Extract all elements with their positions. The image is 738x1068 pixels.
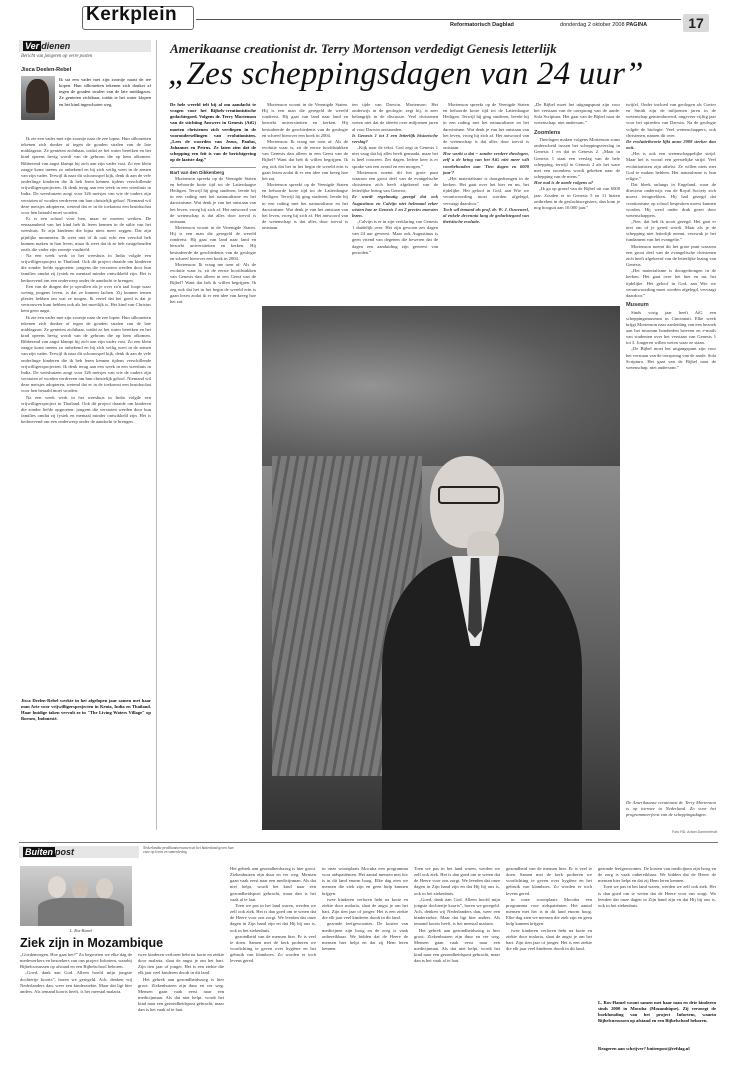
article-col-4 — [443, 102, 529, 302]
article-paragraph: „Het materialisme is doorgedrongen in de kerken. Het gaat over het hier en nu, het tijdelijke. Het geloof in God, aan Wie we verantwoording moet worden afgelegd, vervaagt daardoor.” — [626, 268, 716, 298]
buitenpost-col-2 — [138, 952, 224, 1062]
article-paragraph: Mortenson: Ik vraag me toen af: Als de evolutie waar is, zit de eerste hoofdstukken van Genesis dan alleen in een Geest van de Bijbel? Want dat heb ik willen begrijpen. Ik zeg ook dat het in het begin de wereld erin is gaan lezen zodat ik er een idee van kreeg hoe het zat. — [262, 138, 348, 181]
buitenpost-label — [19, 846, 139, 858]
buitenpost-col-4 — [322, 866, 408, 1062]
buitenpost-photo — [20, 866, 132, 926]
article-paragraph: Mortenson woont in de Verenigde Staten. Hij is een man die geregeld de wereld rondreist. Hij gaat van land naar land en bezoekt universiteiten en kerken. Hij bestudeerde de geschiedenis van de geologie en schreef hierover een boek in 2004. — [262, 102, 348, 138]
article-headline: „Zes scheppingsdagen van 24 uur” — [168, 56, 644, 92]
photo-caption — [626, 800, 716, 828]
buitenpost-col-3 — [230, 866, 316, 1062]
verdienen-body — [21, 136, 151, 691]
buitenpost-col-6 — [506, 866, 592, 1062]
buitenpost-paragraph: Het gebrek aan gezondheidszorg is hier groot. Ziekenhuizen zijn duur en ver weg. Mensen gaan vaak eerst naar een medicijnman. Als dat niet helpt, wordt het kind naar een gezondheidspost gebracht, maar dan is het vaak al te laat. — [414, 927, 500, 964]
verdienen-intro — [59, 77, 151, 135]
buitenpost-paragraph: gezonde leefgewoontes. De kosten van medicijnen zijn hoog en de zorg is vaak onbereikbaar. We bidden dat de Heere de mensen hier helpt en dat zij Hem leren kennen. — [322, 921, 408, 952]
date-text: donderdag 2 oktober 2008 — [560, 22, 625, 28]
verdienen-author: Jisca Deelen-Rebel — [21, 67, 72, 73]
label-prefix: Ver — [25, 41, 40, 51]
verdienen-column — [19, 40, 151, 870]
buitenpost-paragraph: in onze woonplaats Mocuba een programma voor aidspatiënten. Het aantal mensen met hiv is in dit land enorm hoog. Elke dag zien we mensen die ziek zijn en geen hulp kunnen krijgen. — [506, 896, 592, 927]
article-byline: Bart van den Dikkenberg — [170, 167, 256, 176]
buitenpost-reactions — [598, 1046, 716, 1062]
verdienen-paragraph: Ik zie een vader met zijn zoontje naar de zee lopen. Hun silhouetten tekenen zich donker af tegen de gouden stralen van de late middagzon. Ze genieten zichtbaar, totdat ze het water bereiken en het kind opeens hevig wordt van de gebrom die op hem afkomen. Bibberend van angst klampt hij zich aan zijn vader vast. Zo een klein zaagje komt ineens zo onbekend en hij zich veilig weet in de armen van zijn vader. Terwijl ik naar dit schouwspel kijk, denk ik aan de vele onderlinge kinderen die ik heb leren kennen tijdens verschillende vrijwilligersprojecten. Ik denk terug aan een week in een weeshuis in India. De weeshuizen zorgt voor 326 meisjes van wie de ouders zijn verstoten of worden verdreven om hun christelijk geloof. Niemand wil deze meisjes adopteren, wetend dat er in de toekomst een bruidsschat voor hen betaald moet worden. — [21, 136, 151, 215]
photo-bodies — [38, 898, 124, 926]
article-col-1 — [170, 102, 256, 494]
article-lead: De hele wereld telt bij al om aandacht te vragen voor het Bijbels-creationistische gedachtegoed. Volgens dr. Terry Mortenson van de stichting Answers in Genesis (AiG) moeten christenen zich verdiepen in de voorondersellingen van evolutionisten. „Lees de woorden van Jezus, Paulus, Johannes en Petrus. Ze laten zien dat de schepping een feit is van de berichtgeving op de laatste dag.” — [170, 102, 256, 163]
article-paragraph: twijfel. Onder invloed van geologen als Cuvier en Smith zijn de miljoenen jaren in de wetenschap geïntroduceerd, ongeveer vijftig jaar voor het optreden van Darwin. Na de geologie volgde de biologie. Veel wetenschappers, ook christenen, namen dit over. — [626, 102, 716, 138]
article-question: Er wordt regelmatig gezegd dat ook Augustinus en Calvijn niet helemaal zeker wisten hoe ze Genesis 1 en 2 precies moesten lezen. — [352, 194, 438, 218]
photo-credit: Foto RD, Anton Dommerholt — [672, 830, 718, 834]
article-paragraph: ten tijde van Darwin. Mortenson: Het onderwijs in de geologie, zegt hij, is zeer belangrijk in de discussie. Veel christenen weten niet dat de ideeën over miljoenen jaren al voor Darwin ontstonden. — [352, 102, 438, 132]
buitenpost-subtitle: Nederlandse predikantsvrouwen uit het buitenland geven hun visie op leven en samenleving — [143, 846, 234, 855]
reactions-text: Reageren aan schrijver? buitenpost@refdag.nl — [598, 1046, 690, 1051]
caption-text: Jisca Deelen-Rebel werkte in het afgelopen jaar samen met haar man Arie voor vrijwilligersprojecten in Kenia, India en Thailand. Haar huidige taken vervult ze in "The Living Waters Village" op Borneo, Indonesië. — [21, 698, 151, 722]
article-photo — [262, 306, 620, 830]
photo-caption-text: De Amerikaanse creationist dr. Terry Mortenson is op toernee in Nederland. Zo voor het programmeerfeest van de scheppingsdagen. — [626, 800, 716, 818]
article-col-5 — [534, 102, 620, 302]
buitenpost-paragraph: Het gebrek aan gezondheidszorg is hier groot. Ziekenhuizen zijn duur en ver weg. Mensen gaan vaak eerst naar een medicijnman. Als dat niet helpt, wordt het kind naar een gezondheidspost gebracht, maar dan is het vaak al te laat. — [230, 866, 316, 902]
article-answer: „Het materialisme is doorgedrongen in de kerken. Het gaat over het hier en nu, het tijdelijke. Het geloof in God, aan Wie we verantwoording moet worden afgelegd, vervaagt daardoor.” — [443, 175, 529, 206]
buitenpost-paragraph: Toen we pas in het land waren, werden we zelf ook ziek. Het is dan goed om te weten dat de Heere voor ons zorgt. We leerden dat onze dagen in Zijn hand zijn en dat Hij bij ons is, ook in het ziekenhuis. — [414, 866, 500, 896]
section-title-text: Kerkplein — [86, 4, 178, 25]
photo-person — [72, 880, 88, 900]
verdienen-caption — [21, 698, 151, 746]
article-paragraph: „Het is ook een wetenschappelijke strijd. Maar het is vooral een geestelijke strijd. Veel evolutionisten zijn atheïst. Ze willen niets met God te maken hebben. Het naturalisme is hun religie.” — [626, 151, 716, 181]
article-paragraph: Mortenson woont in de Verenigde Staten. Hij is een man die geregeld de wereld rondreist. Hij gaat van land naar land en bezoekt universiteiten en kerken. Hij bestudeerde de geschiedenis van de geologie en schreef hierover een boek in 2004. — [170, 224, 256, 261]
buitenpost-paragraph: gezondheid van de mensen hier. Er is veel te doen. Samen met de kerk proberen we voorlichting te geven over hygiëne en het gebruik van klamboes. Zo worden er toch levens gered. — [506, 866, 592, 896]
article-paragraph: Mortenson spreekt op de Veenigde Staten en behoorde korte tijd tot de Latterdaagse Heiligen. Terwijl hij ging studeren, leerde hij in een rading met het natuuralisme en het darwinisme. Wat denk je van het ontstaan van het leven, vroeg hij zich af. Het antwoord van de wetenschap is dat alles door toeval is ontstaan. — [170, 175, 256, 224]
article-col-6 — [626, 102, 716, 802]
page-label: PAGINA — [626, 22, 648, 28]
intro-text: Ik sta een vader met zijn zoontje naast de tee kopen. Hun silhouetten tekenen zich donker af tegen de gouden stralen van de late middagzon. Ze genieten zichtbaar, totdat ie het water klopen en het kind ingeschoten weg. — [59, 77, 151, 107]
buitenpost-paragraph: Toen we pas in het land waren, werden we zelf ook ziek. Het is dan goed om te weten dat de Heere voor ons zorgt. We leerden dat onze dagen in Zijn hand zijn en dat Hij bij ons is, ook in het ziekenhuis. — [230, 902, 316, 933]
paper-name: Reformatorisch Dagblad — [450, 22, 514, 28]
article-paragraph: Mortenson noemt dit het grote punt waarom een groot deel van de evangelische christenen zich heeft afgekeerd van de letterlijke lezing van Genesis. — [352, 169, 438, 194]
buitenpost-col-1 — [20, 952, 132, 1062]
article-paragraph: Mortenson noemt dit het grote punt waarom een groot deel van de evangelische christenen zich heeft afgekeerd van de letterlijke lezing van Genesis. — [626, 243, 716, 268]
photo-glasses — [438, 486, 500, 504]
article-paragraph: Mortenson: Ik vraag me toen af: Als de evolutie waar is, zit de eerste hoofdstukken van Genesis dan alleen in een Geest van de Bijbel? Want dat heb ik willen begrijpen. Ik zeg ook dat het in het begin de wereld erin is gaan lezen zodat ik er een idee van kreeg hoe het zat. — [170, 261, 256, 304]
buitenpost-paragraph: gezondheid van de mensen hier. Er is veel te doen. Samen met de kerk proberen we voorlichting te geven over hygiëne en het gebruik van klamboes. Zo worden er toch levens gered. — [230, 933, 316, 964]
verdienen-subtitle: Bericht van jongeren op verre posten — [21, 54, 93, 59]
buitenpost-bio — [598, 1000, 716, 1044]
article-paragraph: Theologen maken volgens Mortenson soms onderscheid tussen het scheppingsverslag in Genesis 1 en dat in Genesis 2. „Maar in Genesis 1 staat een verslag van de hele schepping, terwijl in Genesis 2 als het ware met een zoomlens wordt gekeken naar de schepping van de mens.” — [534, 137, 620, 180]
verdienen-paragraph: Een van de dingen die je opvallen als je over zo'n taal loopt waar weinig jongens leven, is dat ze kunnen lachen. Zij kunnen iemen plezier hebben om wat ze mogen. Ik vertel dat het goed is dat je vertrouwen kunt hebben ook als het moeilijk is. Het kind van Christus kent geen angst. — [21, 283, 151, 314]
buitenpost-paragraph: twee kinderen verloren hebt na korte en ziekte door malaria, slaat de angst je om het hart. Zijn tien jaar of jonger. Het is een ziekte die elk jaar veel kinderen doodt in dit land. — [138, 952, 224, 976]
article-paragraph: Dat bleek onlangs in Engeland, waar de directeur onderwijs van de Royal Society zich moest terugtrekken. Hij had gezegd dat creationisme op school besproken moest kunnen worden. Hij werd onder druk gezet door wetenschappers. — [626, 182, 716, 218]
article-paragraph: Mortenson spreekt op de Veenigde Staten en behoorde korte tijd tot de Latterdaagse Heiligen. Terwijl hij ging studeren, leerde hij in een rading met het natuuralisme en het darwinisme. Wat denk je van het ontstaan van het leven, vroeg hij zich af. Het antwoord van de wetenschap is dat alles door toeval is ontstaan. — [443, 102, 529, 151]
article-col-2 — [262, 102, 348, 302]
page-date — [560, 22, 647, 28]
article-answer: „Calvijn is er in zijn verklaring van Genesis 1 duidelijk over. Het zijn gewoon zes dagen van 24 uur geweest. Maar ook Augustinus is geen vriend van degenen die beweren dat de dagen een aanduiding zijn geweest van perioden.” — [352, 218, 438, 255]
section-divider — [19, 842, 718, 843]
subhead-zoomlens: Zoomlens — [534, 129, 561, 136]
buitenpost-paragraph: Toen we pas in het land waren, werden we zelf ook ziek. Het is dan goed om te weten dat de Heere voor ons zorgt. We leerden dat onze dagen in Zijn hand zijn en dat Hij bij ons is, ook in het ziekenhuis. — [598, 884, 716, 908]
masthead-rule — [196, 19, 681, 20]
label-rest: dienen — [41, 41, 71, 51]
article-paragraph: Sinds vorig jaar heeft AiG een scheppingsmuseum in Cincinnati. Elke week krijgt Mortenson naar aanleiding van een bezoek aan het museum honderden brieven en e-mails van studenten over het verstaan van Genesis 1 tot 3. Jongeren willen weten waar ze staan. — [626, 309, 716, 346]
buitenpost-paragraph: twee kinderen verloren hebt na korte en ziekte door malaria, slaat de angst je om het hart. Zijn tien jaar of jonger. Het is een ziekte die elk jaar veel kinderen doodt in dit land. — [506, 927, 592, 952]
verdienen-label — [19, 40, 151, 52]
article-col-3 — [352, 102, 438, 302]
masthead — [0, 0, 738, 34]
bio-text: L. Ros-Hamel woont samen met haar man en drie kinderen sinds 2000 in Mocuba (Mozambique). Zij verzorgt de boekhouding van het project Infortem, waarin Bijbelcursussen op afstand en een Bijbelschool behoren. — [598, 1000, 716, 1024]
verdienen-paragraph: Na een week werk in het weeshuis in India volgde een vrijwilligersproject in Thailand. Ook dit project draaide om kinderen die zonder liefde opgroeien: jongens die verstoten werden door hun families omdat zij fysiek en mentaal minder ontwikkeld zijn. Het is bedroevend om een onderwerp onder de aandacht te brengen. — [21, 394, 151, 425]
column-divider — [156, 40, 157, 830]
buitenpost-col-5 — [414, 866, 500, 1062]
buitenpost-headline: Ziek zijn in Mozambique — [20, 936, 164, 950]
verdienen-paragraph: Er is een school voor hen, maar ze moeten werken. De eenzaamheid van het kind heb ik leren kennen in de stilte van het weeshuis. Er zijn kinderen die bijna niets meer zeggen. Dat zijn pijnlijke momenten. Ik weet niet of ik ooit echt een verschil heb kunnen maken in hun leven, maar ik weet dat ik ze heb vastgehouden zoals die vader zijn zoontje vasthield. — [21, 216, 151, 252]
article-question: Toch wil iemand als prof. dr. W. J. Ouweneel, al enkele decennia lang de gedachtegoed van theïstische evolutie. — [443, 206, 529, 224]
photo-person — [48, 876, 66, 898]
photo-foliage — [262, 306, 620, 466]
article-answer: „De Bijbel moet het uitgangspunt zijn voor het verstaan van de oorsprong van de aarde. Sola Scriptura. Het gaat van de Bijbel naar de wetenschap, niet andersom.” — [534, 102, 620, 126]
article-kicker: Amerikaanse creationist dr. Terry Mortenson verdedigt Genesis letterlijk — [170, 41, 557, 56]
article-paragraph: „Nee, dat heb ik nooit gezegd. Het gaat er niet om of je gered wordt. Maar als je de schepping niet letterlijk neemt, verzwak je het fundament van het evangelie.” — [626, 218, 716, 243]
article-question: Hoe oud is de aarde volgens u? — [534, 180, 594, 186]
buitenpost-paragraph: twee kinderen verloren hebt na korte en ziekte door malaria, slaat de angst je om het hart. Zijn tien jaar of jonger. Het is een ziekte die elk jaar veel kinderen doodt in dit land. — [322, 896, 408, 921]
subhead-museum: Museum — [626, 302, 649, 308]
buitenpost-paragraph: in onze woonplaats Mocuba een programma voor aidspatiënten. Het aantal mensen met hiv is in dit land enorm hoog. Elke dag zien we mensen die ziek zijn en geen hulp kunnen krijgen. — [322, 866, 408, 896]
page-number: 17 — [683, 14, 709, 32]
author-portrait — [21, 76, 55, 120]
buitenpost-col-7 — [598, 866, 716, 998]
article-question: Is Genesis 1 tot 3 een letterlijk historische verslag? — [352, 132, 438, 144]
label-rest: post — [55, 847, 74, 857]
buitenpost-paragraph: Het gebrek aan gezondheidszorg is hier groot. Ziekenhuizen zijn duur en ver weg. Mensen gaan vaak eerst naar een medicijnman. Als dat niet helpt, wordt het kind naar een gezondheidspost gebracht, maar dan is het vaak al te laat. — [138, 976, 224, 1013]
portrait-hair — [26, 79, 49, 113]
article-answer: „Ik ga op grond van de Bijbel uit van 6000 jaar. Zouden er in Genesis 5 en 11 hiaten ontbreken in de geslachtsregisters, dan kom je nog hooguit aan 10.000 jaar.” — [534, 186, 620, 210]
buitenpost-paragraph: „Goed, dank aan God. Alleen hoofd mijn jongste dochtertje koorts”, horen we geregeld. Ach, denken wij Nederlanders dan, weer een kinderziekte. Maar dat ligt hier anders. Als iemand koorts heeft, is het meestal malaria. — [414, 896, 500, 927]
article-question: De evolutietheorie lijkt anno 2008 sterker dan ooit. — [626, 138, 716, 151]
label-prefix: Buiten — [25, 847, 53, 857]
buitenpost-paragraph: gezonde leefgewoontes. De kosten van medicijnen zijn hoog en de zorg is vaak onbereikbaar. We bidden dat de Heere de mensen hier helpt en dat zij Hem leren kennen. — [598, 866, 716, 884]
buitenpost-paragraph: „Goed, dank aan God. Alleen hoofd mijn jongste dochtertje koorts”, horen we geregeld. Ach, denken wij Nederlanders dan, weer een kinderziekte. Maar dat ligt hier anders. Als iemand koorts heeft, is het meestal malaria. — [20, 970, 132, 994]
article-question: Hoe werkt u dat ~ zonder verdere theologen, zelf u de kring van het AiG niet meer wilt voorbehouden aan 'Tien dagen en 6000 jaar'? — [443, 151, 529, 175]
article-answer: „Kijk naar de tekst. God zegt in Genesis 1 niet vaag dat hij alles heeft gemaakt, maar het is heel concreet. Zes dagen. Iedere keer is er sprake van een avond en een morgen.” — [352, 145, 438, 169]
verdienen-paragraph: Na een week werk in het weeshuis in India volgde een vrijwilligersproject in Thailand. Ook dit project draaide om kinderen die zonder liefde opgroeien: jongens die verstoten werden door hun families omdat zij fysiek en mentaal minder ontwikkeld zijn. Het is bedroevend om een onderwerp onder de aandacht te brengen. — [21, 252, 151, 283]
article-paragraph: Mortenson spreekt op de Veenigde Staten en behoorde korte tijd tot de Latterdaagse Heiligen. Terwijl hij ging studeren, leerde hij in een rading met het natuuralisme en het darwinisme. Wat denk je van het ontstaan van het leven, vroeg hij zich af. Het antwoord van de wetenschap is dat alles door toeval is ontstaan. — [262, 182, 348, 231]
verdienen-paragraph: Ik zie een vader met zijn zoontje naar de zee lopen. Hun silhouetten tekenen zich donker af tegen de gouden stralen van de late middagzon. Ze genieten zichtbaar, totdat ze het water bereiken en het kind opeens hevig wordt van de gebrom die op hem afkomen. Bibberend van angst klampt hij zich aan zijn vader vast. Zo een klein zaagje komt ineens zo onbekend en hij zich veilig weet in de armen van zijn vader. Terwijl ik naar dit schouwspel kijk, denk ik aan de vele onderlinge kinderen die ik heb leren kennen tijdens verschillende vrijwilligersprojecten. Ik denk terug aan een week in een weeshuis in India. De weeshuizen zorgt voor 326 meisjes van wie de ouders zijn verstoten of worden verdreven om hun christelijk geloof. Niemand wil deze meisjes adopteren, wetend dat er in de toekomst een bruidsschat voor hen betaald moet worden. — [21, 314, 151, 394]
buitenpost-paragraph: „Goedemorgen. Hoe gaat het?” Zo begroeten we elke dag de medewerkers en bezoekers van ons project Infortem, waarbij Bijbelcursussen op afstand en een Bijbelschool behoren. — [20, 952, 132, 970]
buitenpost-author: L. Ros-Hamel — [70, 928, 93, 933]
article-paragraph: „De Bijbel moet het uitgangspunt zijn voor het verstaan van de oorsprong van de aarde. Sola Scriptura. Het gaat van de Bijbel naar de wetenschap, niet andersom.” — [626, 346, 716, 370]
photo-person — [96, 878, 113, 899]
